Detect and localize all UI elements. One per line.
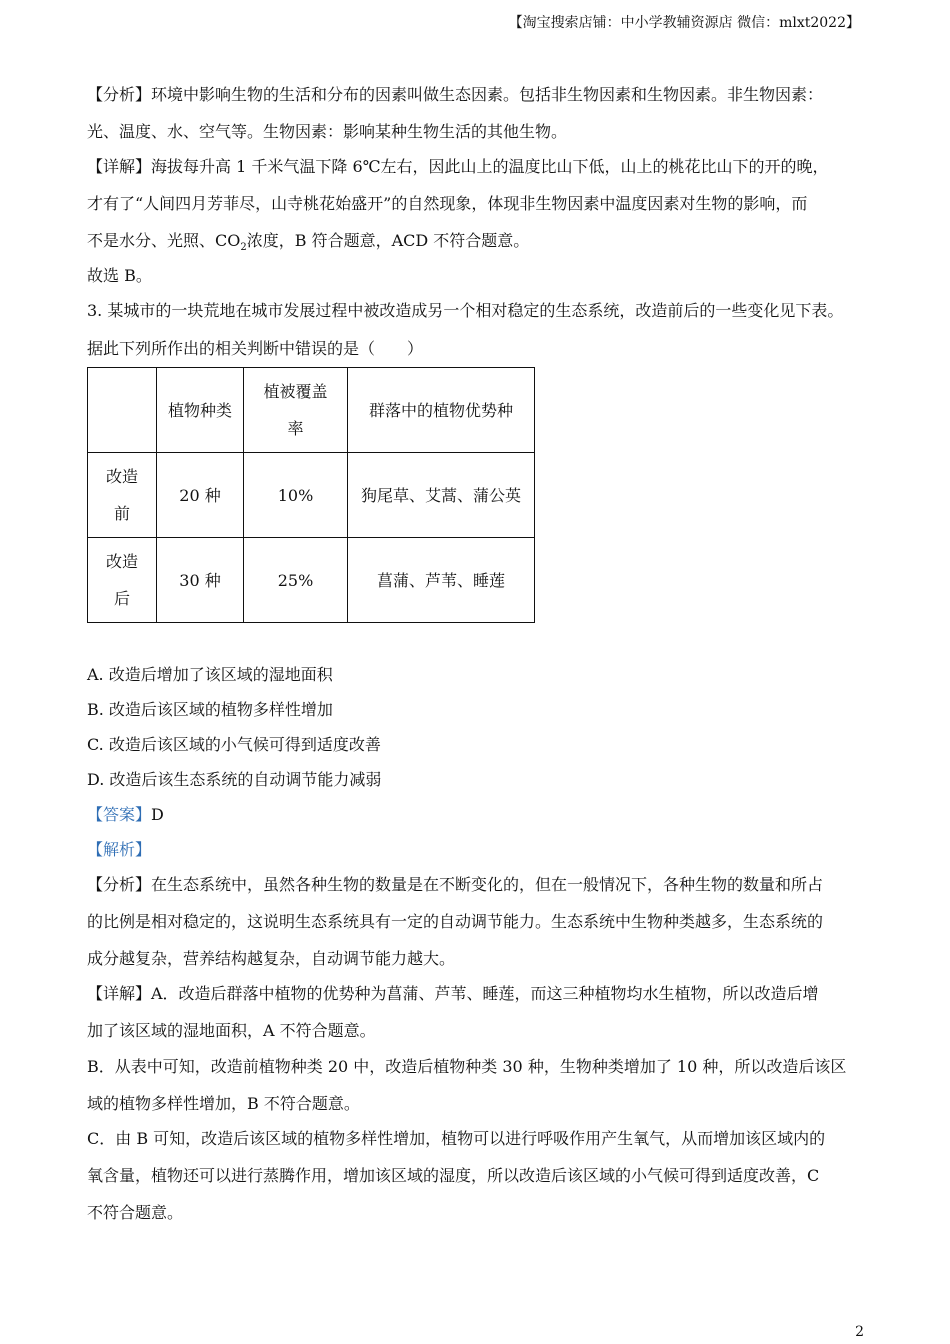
table-cell: 改造 前 [88,453,157,538]
table-cell: 20 种 [157,453,244,538]
table-row [88,538,535,623]
table-cell: 改造 后 [88,538,157,623]
q3-detail-line-6: 氧含量，植物还可以进行蒸腾作用，增加该区域的湿度，所以改造后该区域的小气候可得到适度改善，C [87,1166,820,1185]
table-cell: 25% [244,538,348,623]
q3-detail-line-5: C．由 B 可知，改造后该区域的植物多样性增加，植物可以进行呼吸作用产生氧气，从而增加该区域内的 [87,1129,826,1148]
q2-detail-line-1: 【详解】海拔每升高 1 千米气温下降 6℃左右，因此山上的温度比山下低，山上的桃花比山下的开的晚， [87,157,829,176]
table-cell: 10% [244,453,348,538]
q3-stem-line-2: 据此下列所作出的相关判断中错误的是（ ） [87,339,424,358]
q2-detail-text-a: 不是水分、光照、CO [87,231,241,250]
q2-detail-line-3 [87,228,529,253]
option-b: B. 改造后该区域的植物多样性增加 [87,700,333,719]
q2-detail-text-b: 浓度，B 符合题意，ACD 不符合题意。 [246,231,530,250]
comparison-table [87,367,535,623]
table-header-dominant: 群落中的植物优势种 [348,368,535,453]
co2-subscript: 2 [240,242,247,254]
table-row [88,453,535,538]
q2-detail-line-2: 才有了“人间四月芳菲尽，山寺桃花始盛开”的自然现象，体现非生物因素中温度因素对生物的影响，而 [87,194,808,213]
answer-value: D [151,805,164,824]
q3-detail-line-2: 加了该区域的湿地面积，A 不符合题意。 [87,1021,376,1040]
q3-analysis-line-1: 【分析】在生态系统中，虽然各种生物的数量是在不断变化的，但在一般情况下，各种生物的数量和所占 [87,875,824,894]
q2-analysis-line-2: 光、温度、水、空气等。生物因素：影响某种生物生活的其他生物。 [87,122,568,141]
page-number: 2 [855,1324,864,1340]
table-cell: 狗尾草、艾蒿、蒲公英 [348,453,535,538]
table-cell: 30 种 [157,538,244,623]
jiexi-label: 【解析】 [87,840,152,859]
q2-analysis-line-1: 【分析】环境中影响生物的生活和分布的因素叫做生态因素。包括非生物因素和生物因素。非生物因素： [87,85,824,104]
q3-detail-line-7: 不符合题意。 [87,1203,184,1222]
option-d: D. 改造后该生态系统的自动调节能力减弱 [87,770,382,789]
option-c: C. 改造后该区域的小气候可得到适度改善 [87,735,381,754]
q3-detail-line-1: 【详解】A．改造后群落中植物的优势种为菖蒲、芦苇、睡莲，而这三种植物均水生植物，所以改造后增 [87,984,819,1003]
header-banner: 【淘宝搜索店铺：中小学教辅资源店 微信：mlxt2022】 [508,15,860,31]
answer-line [87,802,164,825]
table-header-empty [88,368,157,453]
q3-detail-line-4: 域的植物多样性增加，B 不符合题意。 [87,1094,360,1113]
answer-label: 【答案】 [87,805,152,824]
table-header-species: 植物种类 [157,368,244,453]
q3-analysis-line-2: 的比例是相对稳定的，这说明生态系统具有一定的自动调节能力。生态系统中生物种类越多，生态系统的 [87,912,824,931]
table-cell: 菖蒲、芦苇、睡莲 [348,538,535,623]
q3-stem-line-1: 3. 某城市的一块荒地在城市发展过程中被改造成另一个相对稳定的生态系统，改造前后的一些变化见下表。 [87,301,844,320]
q3-detail-line-3: B．从表中可知，改造前植物种类 20 中，改造后植物种类 30 种，生物种类增加了 10 种，所以改造后该区 [87,1057,847,1076]
option-a: A. 改造后增加了该区域的湿地面积 [87,665,333,684]
table-header-coverage: 植被覆盖 率 [244,368,348,453]
q2-conclusion: 故选 B。 [87,266,152,285]
table-header-row [88,368,535,453]
q3-analysis-line-3: 成分越复杂，营养结构越复杂，自动调节能力越大。 [87,949,456,968]
